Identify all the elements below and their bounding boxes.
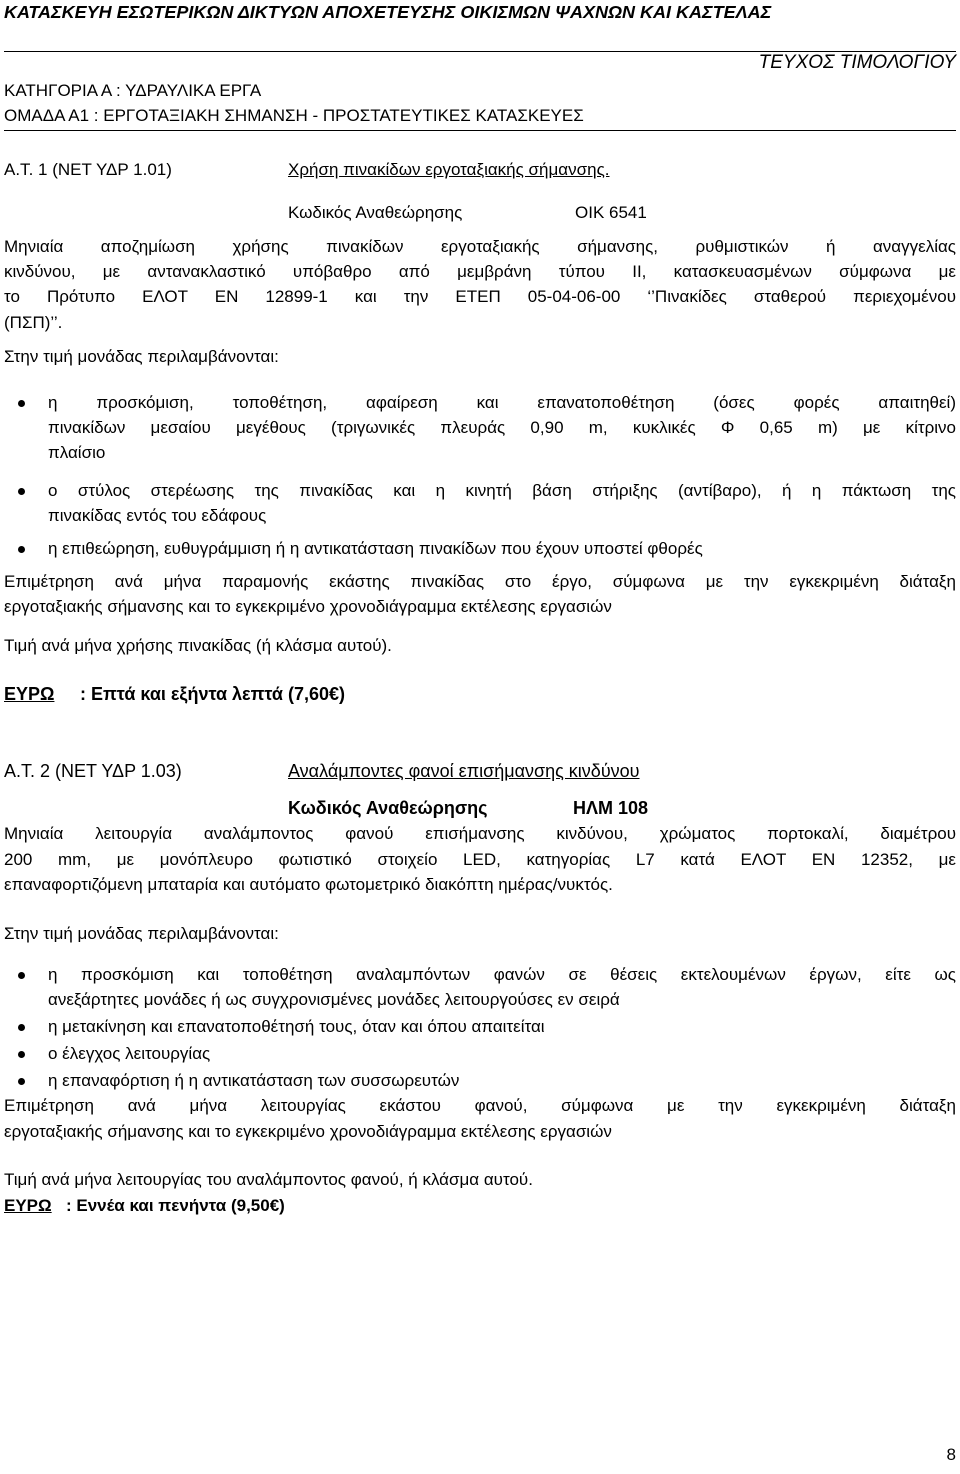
bullet-icon xyxy=(18,1078,25,1085)
item1-bullet-line: η επιθεώρηση, ευθυγράμμιση ή η αντικατάσταση πινακίδων που έχουν υποστεί φθορές xyxy=(48,539,703,558)
item2-bullet-line: ο έλεγχος λειτουργίας xyxy=(48,1044,211,1063)
bullet-icon xyxy=(18,546,25,553)
item1-includes-label: Στην τιμή μονάδας περιλαμβάνονται: xyxy=(4,347,279,366)
item1-euro-value: : Επτά και εξήντα λεπτά (7,60€) xyxy=(80,684,346,704)
item2-revision-label: Κωδικός Αναθεώρησης xyxy=(288,798,488,818)
item1-description-line: (ΠΣΠ)’’. xyxy=(4,313,63,332)
item2-euro-label: ΕΥΡΩ xyxy=(4,1196,52,1215)
item1-description-line: κινδύνου, με αντανακλαστικό υπόβαθρο από μεμβράνη τύπου ΙΙ, κατασκευασμένων σύμφωνα με xyxy=(4,262,956,281)
item2-bullet-line: η προσκόμιση και τοποθέτηση αναλαμπόντων φανών σε θέσεις εκτελουμένων έργων, είτε ως xyxy=(48,965,956,984)
item1-measurement-line: Επιμέτρηση ανά μήνα παραμονής εκάστης πινακίδας στο έργο, σύμφωνα με την εγκεκριμένη διάταξη xyxy=(4,572,956,591)
item2-euro-value: : Εννέα και πενήντα (9,50€) xyxy=(66,1196,285,1215)
item1-unit-price: Τιμή ανά μήνα χρήσης πινακίδας (ή κλάσμα αυτού). xyxy=(4,636,392,655)
item2-code: Α.Τ. 2 (ΝΕΤ ΥΔΡ 1.03) xyxy=(4,761,182,781)
item1-bullet-line: πινακίδων μεσαίου μεγέθους (τριγωνικές πλευράς 0,90 m, κυκλικές Φ 0,65 m) με κίτρινο xyxy=(48,418,956,437)
document-type: ΤΕΥΧΟΣ ΤΙΜΟΛΟΓΙΟΥ xyxy=(758,52,956,73)
item2-includes-label: Στην τιμή μονάδας περιλαμβάνονται: xyxy=(4,924,279,943)
item2-unit-price: Τιμή ανά μήνα λειτουργίας του αναλάμποντος φανού, ή κλάσμα αυτού. xyxy=(4,1170,533,1189)
item1-euro-label: ΕΥΡΩ xyxy=(4,684,55,704)
document-title: ΚΑΤΑΣΚΕΥΗ ΕΣΩΤΕΡΙΚΩΝ ΔΙΚΤΥΩΝ ΑΠΟΧΕΤΕΥΣΗΣ ΟΙΚΙΣΜΩΝ ΨΑΧΝΩΝ ΚΑΙ ΚΑΣΤΕΛΑΣ xyxy=(4,2,772,22)
item1-bullet-line: πινακίδας εντός του εδάφους xyxy=(48,506,267,525)
bullet-icon xyxy=(18,972,25,979)
item2-measurement-line: εργοταξιακής σήμανσης και το εγκεκριμένο χρονοδιάγραμμα εκτέλεσης εργασιών xyxy=(4,1122,612,1141)
item2-revision-code: ΗΛΜ 108 xyxy=(573,798,649,818)
item2-title: Αναλάμποντες φανοί επισήμανσης κινδύνου xyxy=(288,761,640,781)
item2-measurement-line: Επιμέτρηση ανά μήνα λειτουργίας εκάστου φανού, σύμφωνα με την εγκεκριμένη διάταξη xyxy=(4,1096,956,1115)
item1-description-line: Μηνιαία αποζημίωση χρήσης πινακίδων εργοταξιακής σήμανσης, ρυθμιστικών ή αναγγελίας xyxy=(4,237,956,256)
bullet-icon xyxy=(18,400,25,407)
group-heading: ΟΜΑΔΑ Α1 : ΕΡΓΟΤΑΞΙΑΚΗ ΣΗΜΑΝΣΗ - ΠΡΟΣΤΑΤΕΥΤΙΚΕΣ ΚΑΤΑΣΚΕΥΕΣ xyxy=(4,106,584,125)
item2-description-line: επαναφορτιζόμενη μπαταρία και αυτόματο φωτομετρικό διακόπτη ημέρας/νυκτός. xyxy=(4,875,613,894)
item1-description-line: το Πρότυπο ΕΛΟΤ ΕΝ 12899-1 και την ΕΤΕΠ 05-04-06-00 ‘’Πινακίδες σταθερού περιεχομένου xyxy=(4,287,956,306)
item1-bullet-line: πλαίσιο xyxy=(48,443,106,462)
item1-title: Χρήση πινακίδων εργοταξιακής σήμανσης. xyxy=(288,160,610,179)
item1-revision-code: ΟΙΚ 6541 xyxy=(575,203,647,222)
bullet-icon xyxy=(18,1051,25,1058)
group-divider xyxy=(4,130,956,131)
item1-revision-label: Κωδικός Αναθεώρησης xyxy=(288,203,463,222)
item1-code: Α.Τ. 1 (ΝΕΤ ΥΔΡ 1.01) xyxy=(4,160,172,179)
bullet-icon xyxy=(18,488,25,495)
item2-bullet-line: η επαναφόρτιση ή η αντικατάσταση των συσσωρευτών xyxy=(48,1071,460,1090)
category-heading: ΚΑΤΗΓΟΡΙΑ Α : ΥΔΡΑΥΛΙΚΑ ΕΡΓΑ xyxy=(4,81,262,100)
item1-bullet-line: ο στύλος στερέωσης της πινακίδας και η κινητή βάση στήριξης (αντίβαρο), ή η πάκτωση της xyxy=(48,481,956,500)
item2-description-line: 200 mm, με μονόπλευρο φωτιστικό στοιχείο LED, κατηγορίας L7 κατά ΕΛΟΤ ΕΝ 12352, με xyxy=(4,850,956,869)
item2-bullet-line: η μετακίνηση και επανατοποθέτησή τους, όταν και όπου απαιτείται xyxy=(48,1017,545,1036)
item2-description-line: Μηνιαία λειτουργία αναλάμποντος φανού επισήμανσης κινδύνου, χρώματος πορτοκαλί, διαμέτρου xyxy=(4,824,956,843)
item1-bullet-line: η προσκόμιση, τοποθέτηση, αφαίρεση και επανατοποθέτηση (όσες φορές απαιτηθεί) xyxy=(48,393,956,412)
item1-measurement-line: εργοταξιακής σήμανσης και το εγκεκριμένο χρονοδιάγραμμα εκτέλεσης εργασιών xyxy=(4,597,612,616)
page-number: 8 xyxy=(946,1445,956,1464)
item2-bullet-line: ανεξάρτητες μονάδες ή ως συγχρονισμένες μονάδες λειτουργούσες εν σειρά xyxy=(48,990,620,1009)
bullet-icon xyxy=(18,1024,25,1031)
